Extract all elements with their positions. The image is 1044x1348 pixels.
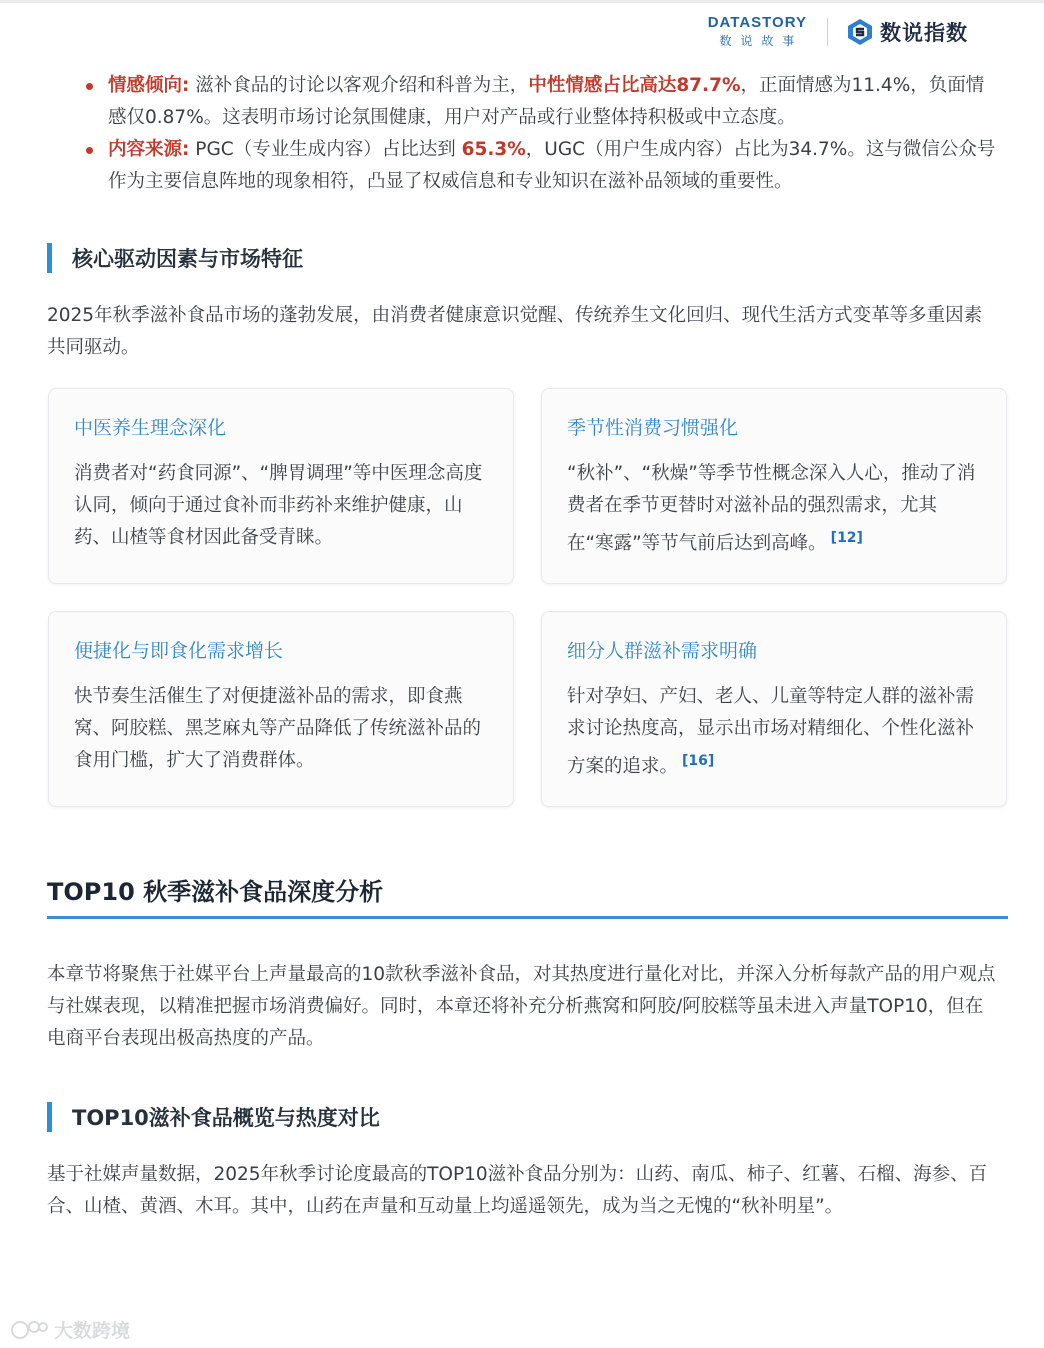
bullet-label: 内容来源: (108, 139, 190, 160)
bullet-text: ，正面情感为11.4%，负面情感仅0.87%。这表明市场讨论氛围健康，用户对产品或行业整体持积极或中立态度。 (108, 75, 985, 128)
bullet-sentiment (80, 70, 998, 134)
header-logos (708, 14, 968, 49)
heading-accent-bar (47, 1102, 52, 1132)
top10-section-title: TOP10 秋季滋补食品深度分析 (47, 878, 384, 906)
bullet-highlight: 中性情感占比高达87.7% (528, 75, 741, 96)
shuzhi-logo-icon (846, 18, 874, 46)
driver-card-body (74, 458, 488, 554)
bullet-highlight: 65.3% (461, 139, 526, 160)
bullet-text: 滋补食品的讨论以客观介绍和科普为主， (195, 75, 529, 96)
driver-card (48, 611, 514, 807)
shuzhi-logo (846, 17, 968, 47)
drivers-intro: 2025年秋季滋补食品市场的蓬勃发展，由消费者健康意识觉醒、传统养生文化回归、现代生活方式变革等多重因素共同驱动。 (47, 305, 983, 358)
top10-overview-heading-text: TOP10滋补食品概览与热度对比 (72, 1106, 380, 1130)
driver-card-text: “秋补”、“秋燥”等季节性概念深入人心，推动了消费者在季节更替时对滋补品的强烈需求，尤其在“寒露”等节气前后达到高峰。 (567, 463, 976, 555)
bullet-dot-icon (86, 147, 93, 154)
driver-card-title: 便捷化与即食化需求增长 (74, 640, 284, 662)
top10-intro: 本章节将聚焦于社媒平台上声量最高的10款秋季滋补食品，对其热度进行量化对比，并深入分析每款产品的用户观点与社媒表现，以精准把握市场消费偏好。同时，本章还将补充分析燕窝和阿胶/阿胶糕等虽未进入声量TOP10，但在电商平台表现出极高热度的产品。 (47, 964, 996, 1049)
top-border (0, 0, 1044, 3)
datastory-logo-en: DATASTORY (707, 14, 807, 31)
bullet-dot-icon (86, 83, 93, 90)
driver-card-text: 针对孕妇、产妇、老人、儿童等特定人群的滋补需求讨论热度高，显示出市场对精细化、个性化滋补方案的追求。 (567, 686, 975, 778)
driver-card-title: 中医养生理念深化 (74, 417, 227, 439)
driver-card-body (567, 681, 981, 783)
driver-card-text: 消费者对“药食同源”、“脾胃调理”等中医理念高度认同，倾向于通过食补而非药补来维护健康，山药、山楂等食材因此备受青睐。 (74, 463, 483, 548)
driver-card-title: 细分人群滋补需求明确 (567, 640, 758, 662)
driver-card (541, 611, 1007, 807)
driver-card (48, 388, 514, 584)
drivers-heading-text: 核心驱动因素与市场特征 (72, 247, 303, 271)
logo-divider (827, 18, 828, 46)
datastory-logo (708, 14, 807, 49)
driver-card (541, 388, 1007, 584)
bullet-text: PGC（专业生成内容）占比达到 (195, 139, 456, 160)
citation-link[interactable]: [16] (682, 753, 715, 769)
driver-card-body (74, 681, 488, 777)
watermark-text: 大数跨境 (54, 1320, 131, 1342)
top10-overview-heading (47, 1102, 380, 1132)
bullet-content-source (80, 134, 998, 198)
sentiment-source-list (80, 70, 998, 198)
heading-accent-bar (47, 243, 52, 273)
watermark-logo-icon (10, 1318, 50, 1342)
drivers-heading (47, 243, 303, 273)
section-divider (47, 916, 1008, 919)
shuzhi-logo-text: 数说指数 (880, 20, 968, 45)
bullet-text: ，UGC（用户生成内容）占比为34.7%。这与微信公众号作为主要信息阵地的现象相符，凸显了权威信息和专业知识在滋补品领域的重要性。 (108, 139, 996, 192)
driver-card-body (567, 458, 981, 560)
driver-card-text: 快节奏生活催生了对便捷滋补品的需求，即食燕窝、阿胶糕、黑芝麻丸等产品降低了传统滋补品的食用门槛，扩大了消费群体。 (74, 686, 482, 771)
bullet-label: 情感倾向: (108, 75, 190, 96)
watermark (10, 1316, 130, 1343)
driver-card-title: 季节性消费习惯强化 (567, 417, 739, 439)
datastory-logo-cn: 数说故事 (719, 34, 804, 48)
citation-link[interactable]: [12] (830, 530, 863, 546)
top10-overview-text: 基于社媒声量数据，2025年秋季讨论度最高的TOP10滋补食品分别为：山药、南瓜、柿子、红薯、石榴、海参、百合、山楂、黄酒、木耳。其中，山药在声量和互动量上均遥遥领先，成为当之无愧的“秋补明星”。 (47, 1164, 988, 1217)
